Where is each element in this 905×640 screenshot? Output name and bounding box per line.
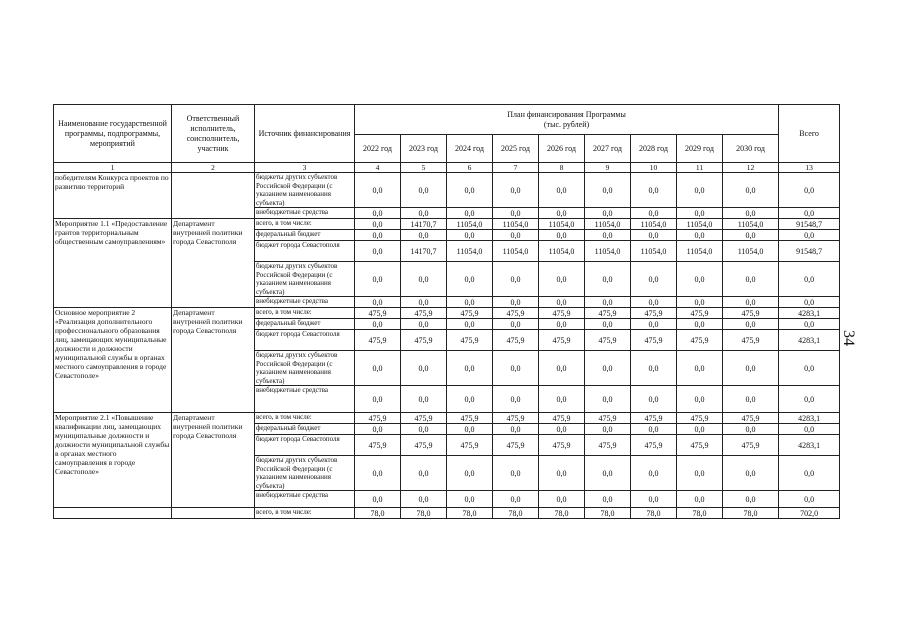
header-year: 2028 год xyxy=(631,135,677,163)
financing-table xyxy=(53,104,840,519)
year-value: 78,0 xyxy=(631,508,677,519)
column-number: 7 xyxy=(493,163,539,173)
year-value: 78,0 xyxy=(539,508,585,519)
year-value: 0,0 xyxy=(723,262,779,297)
year-value: 475,9 xyxy=(677,435,723,456)
column-numbers-row xyxy=(54,163,840,173)
year-value: 0,0 xyxy=(447,208,493,219)
year-value: 0,0 xyxy=(723,230,779,241)
year-value: 0,0 xyxy=(585,386,631,413)
measure-name: победителям Конкурса проектов по развитию территорий xyxy=(54,173,172,219)
table-row xyxy=(54,219,840,230)
year-value: 475,9 xyxy=(539,413,585,424)
year-value: 0,0 xyxy=(355,491,401,508)
year-value: 475,9 xyxy=(631,330,677,351)
year-value: 11054,0 xyxy=(631,241,677,262)
year-value: 0,0 xyxy=(539,230,585,241)
year-value: 0,0 xyxy=(585,173,631,208)
year-value: 0,0 xyxy=(631,351,677,386)
year-value: 0,0 xyxy=(447,173,493,208)
year-value: 0,0 xyxy=(677,424,723,435)
year-value: 0,0 xyxy=(401,456,447,491)
year-value: 0,0 xyxy=(631,230,677,241)
year-value: 0,0 xyxy=(723,173,779,208)
funding-source: бюджет города Севастополя xyxy=(255,330,355,351)
year-value: 0,0 xyxy=(493,262,539,297)
measure-name: Мероприятие 1.1 «Предоставление грантов территориальным общественным самоуправлениям» xyxy=(54,219,172,308)
year-value: 0,0 xyxy=(355,230,401,241)
funding-source: внебюджетные средства xyxy=(255,386,355,413)
year-value: 11054,0 xyxy=(447,219,493,230)
total-value: 4283,1 xyxy=(779,308,840,319)
table-row xyxy=(54,308,840,319)
total-value: 4283,1 xyxy=(779,330,840,351)
funding-source: всего, в том числе: xyxy=(255,308,355,319)
year-value: 475,9 xyxy=(723,308,779,319)
year-value: 0,0 xyxy=(677,297,723,308)
year-value: 475,9 xyxy=(355,330,401,351)
year-value: 78,0 xyxy=(723,508,779,519)
year-value: 475,9 xyxy=(493,308,539,319)
year-value: 0,0 xyxy=(677,262,723,297)
year-value: 11054,0 xyxy=(631,219,677,230)
year-value: 0,0 xyxy=(677,351,723,386)
year-value: 475,9 xyxy=(493,435,539,456)
year-value: 0,0 xyxy=(355,219,401,230)
year-value: 0,0 xyxy=(447,491,493,508)
year-value: 475,9 xyxy=(723,435,779,456)
executor: Департамент внутренней политики города Севастополя xyxy=(172,219,255,308)
year-value: 0,0 xyxy=(585,208,631,219)
year-value: 0,0 xyxy=(401,424,447,435)
year-value: 475,9 xyxy=(401,435,447,456)
year-value: 11054,0 xyxy=(447,241,493,262)
year-value: 475,9 xyxy=(447,413,493,424)
year-value: 0,0 xyxy=(631,173,677,208)
year-value: 0,0 xyxy=(677,319,723,330)
year-value: 0,0 xyxy=(539,173,585,208)
year-value: 0,0 xyxy=(723,386,779,413)
funding-source: всего, в том числе: xyxy=(255,413,355,424)
year-value: 0,0 xyxy=(355,424,401,435)
year-value: 0,0 xyxy=(585,351,631,386)
measure-name: Основное мероприятие 2 «Реализация дополнительного профессионального образования лиц, замещающих муниципальные должности и должности муниципальной службы в органах местного самоуправления в городе Севастополе» xyxy=(54,308,172,413)
year-value: 0,0 xyxy=(539,262,585,297)
funding-source: бюджет города Севастополя xyxy=(255,241,355,262)
year-value: 0,0 xyxy=(677,456,723,491)
year-value: 475,9 xyxy=(585,413,631,424)
year-value: 0,0 xyxy=(401,173,447,208)
funding-source: федеральный бюджет xyxy=(255,424,355,435)
year-value: 0,0 xyxy=(401,297,447,308)
year-value: 475,9 xyxy=(447,435,493,456)
total-value: 91548,7 xyxy=(779,241,840,262)
year-value: 78,0 xyxy=(493,508,539,519)
executor xyxy=(172,508,255,519)
year-value: 78,0 xyxy=(677,508,723,519)
table-body xyxy=(54,105,840,519)
funding-source: федеральный бюджет xyxy=(255,319,355,330)
total-value: 4283,1 xyxy=(779,413,840,424)
header-name: Наименование государственной программы, подпрограммы, мероприятий xyxy=(54,105,172,163)
column-number: 4 xyxy=(355,163,401,173)
year-value: 0,0 xyxy=(585,424,631,435)
total-value: 0,0 xyxy=(779,262,840,297)
year-value: 11054,0 xyxy=(539,241,585,262)
year-value: 0,0 xyxy=(677,230,723,241)
year-value: 0,0 xyxy=(401,319,447,330)
funding-source: бюджеты других субъектов Российской Федерации (с указанием наименования субъекта) xyxy=(255,262,355,297)
year-value: 78,0 xyxy=(585,508,631,519)
year-value: 0,0 xyxy=(493,208,539,219)
funding-source: бюджет города Севастополя xyxy=(255,435,355,456)
total-value: 702,0 xyxy=(779,508,840,519)
total-value: 0,0 xyxy=(779,230,840,241)
funding-source: бюджеты других субъектов Российской Федерации (с указанием наименования субъекта) xyxy=(255,173,355,208)
year-value: 0,0 xyxy=(493,173,539,208)
total-value: 91548,7 xyxy=(779,219,840,230)
year-value: 0,0 xyxy=(723,319,779,330)
year-value: 475,9 xyxy=(447,308,493,319)
year-value: 475,9 xyxy=(631,308,677,319)
year-value: 0,0 xyxy=(631,297,677,308)
executor: Департамент внутренней политики города Севастополя xyxy=(172,308,255,413)
funding-source: внебюджетные средства xyxy=(255,208,355,219)
header-year: 2029 год xyxy=(677,135,723,163)
year-value: 0,0 xyxy=(585,456,631,491)
year-value: 0,0 xyxy=(447,424,493,435)
year-value: 78,0 xyxy=(355,508,401,519)
year-value: 11054,0 xyxy=(723,241,779,262)
year-value: 0,0 xyxy=(355,241,401,262)
total-value: 0,0 xyxy=(779,297,840,308)
year-value: 0,0 xyxy=(493,386,539,413)
year-value: 475,9 xyxy=(355,435,401,456)
year-value: 475,9 xyxy=(631,413,677,424)
year-value: 0,0 xyxy=(631,456,677,491)
year-value: 0,0 xyxy=(447,351,493,386)
year-value: 0,0 xyxy=(355,173,401,208)
year-value: 0,0 xyxy=(355,319,401,330)
column-number: 8 xyxy=(539,163,585,173)
year-value: 11054,0 xyxy=(585,241,631,262)
column-number: 6 xyxy=(447,163,493,173)
table-row xyxy=(54,173,840,208)
header-executor: Ответственный исполнитель, соисполнитель, участник xyxy=(172,105,255,163)
total-value: 0,0 xyxy=(779,208,840,219)
year-value: 475,9 xyxy=(355,413,401,424)
header-year: 2030 год xyxy=(723,135,779,163)
year-value: 0,0 xyxy=(447,456,493,491)
year-value: 475,9 xyxy=(677,413,723,424)
year-value: 475,9 xyxy=(539,435,585,456)
executor: Департамент внутренней политики города Севастополя xyxy=(172,413,255,508)
year-value: 0,0 xyxy=(631,491,677,508)
year-value: 0,0 xyxy=(493,456,539,491)
year-value: 475,9 xyxy=(539,308,585,319)
year-value: 0,0 xyxy=(493,351,539,386)
year-value: 0,0 xyxy=(723,297,779,308)
year-value: 475,9 xyxy=(677,330,723,351)
year-value: 475,9 xyxy=(401,330,447,351)
year-value: 475,9 xyxy=(539,330,585,351)
year-value: 475,9 xyxy=(677,308,723,319)
year-value: 0,0 xyxy=(401,230,447,241)
year-value: 0,0 xyxy=(355,351,401,386)
year-value: 0,0 xyxy=(401,491,447,508)
header-plan xyxy=(355,105,779,135)
funding-source: внебюджетные средства xyxy=(255,297,355,308)
column-number: 10 xyxy=(631,163,677,173)
header-plan-title: План финансирования Программы xyxy=(507,109,626,119)
page-number: 34 xyxy=(840,330,857,346)
year-value: 0,0 xyxy=(493,491,539,508)
year-value: 0,0 xyxy=(631,424,677,435)
year-value: 0,0 xyxy=(723,351,779,386)
year-value: 0,0 xyxy=(493,230,539,241)
funding-source: всего, в том числе: xyxy=(255,219,355,230)
year-value: 11054,0 xyxy=(677,219,723,230)
total-value: 0,0 xyxy=(779,173,840,208)
year-value: 0,0 xyxy=(493,319,539,330)
year-value: 475,9 xyxy=(355,308,401,319)
year-value: 475,9 xyxy=(723,413,779,424)
year-value: 0,0 xyxy=(539,319,585,330)
year-value: 0,0 xyxy=(677,386,723,413)
year-value: 0,0 xyxy=(585,230,631,241)
year-value: 475,9 xyxy=(585,435,631,456)
year-value: 0,0 xyxy=(401,386,447,413)
header-plan-units: (тыс. рублей) xyxy=(543,119,590,129)
year-value: 0,0 xyxy=(539,297,585,308)
total-value: 0,0 xyxy=(779,424,840,435)
year-value: 0,0 xyxy=(401,351,447,386)
header-row-1 xyxy=(54,105,840,135)
header-year: 2022 год xyxy=(355,135,401,163)
year-value: 11054,0 xyxy=(539,219,585,230)
year-value: 475,9 xyxy=(585,308,631,319)
year-value: 0,0 xyxy=(723,491,779,508)
funding-source: внебюджетные средства xyxy=(255,491,355,508)
year-value: 475,9 xyxy=(493,413,539,424)
year-value: 0,0 xyxy=(539,351,585,386)
year-value: 0,0 xyxy=(539,208,585,219)
year-value: 0,0 xyxy=(677,491,723,508)
column-number: 2 xyxy=(172,163,255,173)
year-value: 0,0 xyxy=(493,297,539,308)
year-value: 0,0 xyxy=(585,319,631,330)
year-value: 475,9 xyxy=(585,330,631,351)
measure-name xyxy=(54,508,172,519)
year-value: 475,9 xyxy=(493,330,539,351)
table-row xyxy=(54,413,840,424)
year-value: 0,0 xyxy=(631,262,677,297)
year-value: 0,0 xyxy=(355,208,401,219)
year-value: 0,0 xyxy=(539,424,585,435)
header-year: 2025 год xyxy=(493,135,539,163)
year-value: 14170,7 xyxy=(401,219,447,230)
year-value: 0,0 xyxy=(723,456,779,491)
year-value: 0,0 xyxy=(447,230,493,241)
year-value: 11054,0 xyxy=(723,219,779,230)
header-year: 2026 год xyxy=(539,135,585,163)
total-value: 4283,1 xyxy=(779,435,840,456)
executor xyxy=(172,173,255,219)
year-value: 0,0 xyxy=(355,386,401,413)
year-value: 0,0 xyxy=(585,491,631,508)
header-total: Всего xyxy=(779,105,840,163)
year-value: 475,9 xyxy=(401,413,447,424)
year-value: 0,0 xyxy=(493,424,539,435)
year-value: 0,0 xyxy=(355,456,401,491)
year-value: 0,0 xyxy=(723,208,779,219)
table-row xyxy=(54,508,840,519)
year-value: 0,0 xyxy=(447,319,493,330)
total-value: 0,0 xyxy=(779,386,840,413)
year-value: 11054,0 xyxy=(493,219,539,230)
year-value: 0,0 xyxy=(355,262,401,297)
year-value: 0,0 xyxy=(631,386,677,413)
year-value: 0,0 xyxy=(447,262,493,297)
year-value: 11054,0 xyxy=(493,241,539,262)
column-number: 12 xyxy=(723,163,779,173)
funding-source: бюджеты других субъектов Российской Федерации (с указанием наименования субъекта) xyxy=(255,456,355,491)
year-value: 0,0 xyxy=(401,208,447,219)
year-value: 78,0 xyxy=(447,508,493,519)
year-value: 0,0 xyxy=(677,173,723,208)
column-number: 13 xyxy=(779,163,840,173)
year-value: 475,9 xyxy=(631,435,677,456)
year-value: 0,0 xyxy=(631,208,677,219)
header-year: 2027 год xyxy=(585,135,631,163)
column-number: 5 xyxy=(401,163,447,173)
year-value: 14170,7 xyxy=(401,241,447,262)
year-value: 475,9 xyxy=(447,330,493,351)
header-year: 2024 год xyxy=(447,135,493,163)
total-value: 0,0 xyxy=(779,351,840,386)
funding-source: федеральный бюджет xyxy=(255,230,355,241)
year-value: 0,0 xyxy=(585,297,631,308)
year-value: 475,9 xyxy=(401,308,447,319)
year-value: 0,0 xyxy=(631,319,677,330)
year-value: 0,0 xyxy=(539,456,585,491)
column-number: 3 xyxy=(255,163,355,173)
column-number: 11 xyxy=(677,163,723,173)
funding-source: бюджеты других субъектов Российской Федерации (с указанием наименования субъекта) xyxy=(255,351,355,386)
column-number: 1 xyxy=(54,163,172,173)
year-value: 0,0 xyxy=(447,297,493,308)
year-value: 11054,0 xyxy=(677,241,723,262)
year-value: 0,0 xyxy=(355,297,401,308)
header-year: 2023 год xyxy=(401,135,447,163)
measure-name: Мероприятие 2.1 «Повышение квалификации лиц, замещающих муниципальные должности и должности муниципальной службы в органах местного самоуправления в городе Севастополе» xyxy=(54,413,172,508)
total-value: 0,0 xyxy=(779,319,840,330)
year-value: 0,0 xyxy=(539,386,585,413)
year-value: 0,0 xyxy=(677,208,723,219)
year-value: 0,0 xyxy=(539,491,585,508)
total-value: 0,0 xyxy=(779,491,840,508)
column-number: 9 xyxy=(585,163,631,173)
funding-source: всего, в том числе: xyxy=(255,508,355,519)
year-value: 0,0 xyxy=(401,262,447,297)
year-value: 0,0 xyxy=(723,424,779,435)
year-value: 0,0 xyxy=(585,262,631,297)
header-source: Источник финансирования xyxy=(255,105,355,163)
year-value: 475,9 xyxy=(723,330,779,351)
year-value: 11054,0 xyxy=(585,219,631,230)
year-value: 78,0 xyxy=(401,508,447,519)
total-value: 0,0 xyxy=(779,456,840,491)
year-value: 0,0 xyxy=(447,386,493,413)
